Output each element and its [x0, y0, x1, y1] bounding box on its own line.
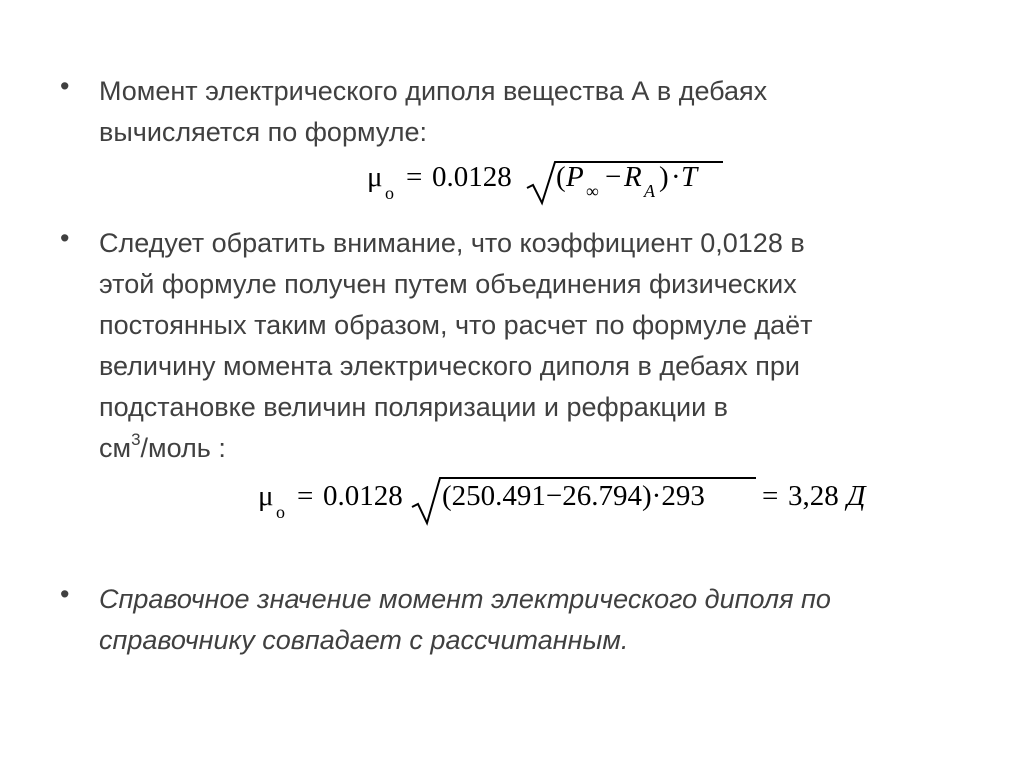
- text-line: постоянных таким образом, что расчет по формуле даёт: [99, 310, 813, 340]
- formula-result: 3,28: [788, 480, 839, 512]
- formula-P-subscript: ∞: [586, 181, 599, 201]
- unit-per-mol: /моль :: [140, 433, 226, 463]
- radical-sign: [525, 158, 725, 206]
- formula-dot: ·: [671, 161, 681, 193]
- text-line: Следует обратить внимание, что коэффициент 0,0128 в: [99, 228, 805, 258]
- formula-mu-subscript: o: [385, 183, 394, 203]
- formula-equals: =: [297, 480, 314, 512]
- formula-open-paren: (: [556, 161, 566, 193]
- formula-unit-debye: Д: [847, 480, 866, 512]
- text-line: справочнику совпадает с рассчитанным.: [99, 625, 629, 655]
- formula-mu-subscript: o: [276, 502, 285, 522]
- bullet-marker-1: •: [60, 71, 70, 101]
- formula-coefficient: 0.0128: [323, 480, 403, 512]
- text-line: Справочное значение момент электрического диполя по: [99, 584, 831, 614]
- text-line: Момент электрического диполя вещества А в дебаях: [99, 76, 768, 106]
- formula-R-subscript: A: [644, 181, 655, 201]
- text-line: вычисляется по формуле:: [99, 117, 428, 147]
- formula-mu: μ: [367, 161, 383, 193]
- unit-cm: см: [99, 433, 132, 463]
- formula-T: T: [681, 161, 698, 193]
- radical-sign: [410, 474, 760, 526]
- text-line-units: [99, 428, 959, 469]
- formula-equals-2: =: [762, 480, 779, 512]
- text-line: подстановке величин поляризации и рефракции в: [99, 392, 729, 422]
- formula-P: P: [566, 161, 584, 193]
- bullet-text-3: [99, 579, 959, 661]
- bullet-text-2: [99, 223, 959, 469]
- formula-radicand: (250.491−26.794)·293: [442, 480, 705, 512]
- formula-minus: −: [605, 161, 622, 193]
- bullet-marker-2: •: [60, 223, 70, 253]
- unit-superscript: 3: [131, 430, 141, 449]
- bullet-marker-3: •: [60, 579, 70, 609]
- formula-close-paren: ): [659, 161, 669, 193]
- formula-coefficient: 0.0128: [432, 161, 512, 193]
- formula-equals: =: [406, 161, 423, 193]
- formula-mu: μ: [258, 480, 274, 512]
- text-line: этой формуле получен путем объединения физических: [99, 269, 797, 299]
- text-line: величину момента электрического диполя в дебаях при: [99, 351, 800, 381]
- bullet-text-1: [99, 71, 959, 153]
- formula-R: R: [624, 161, 642, 193]
